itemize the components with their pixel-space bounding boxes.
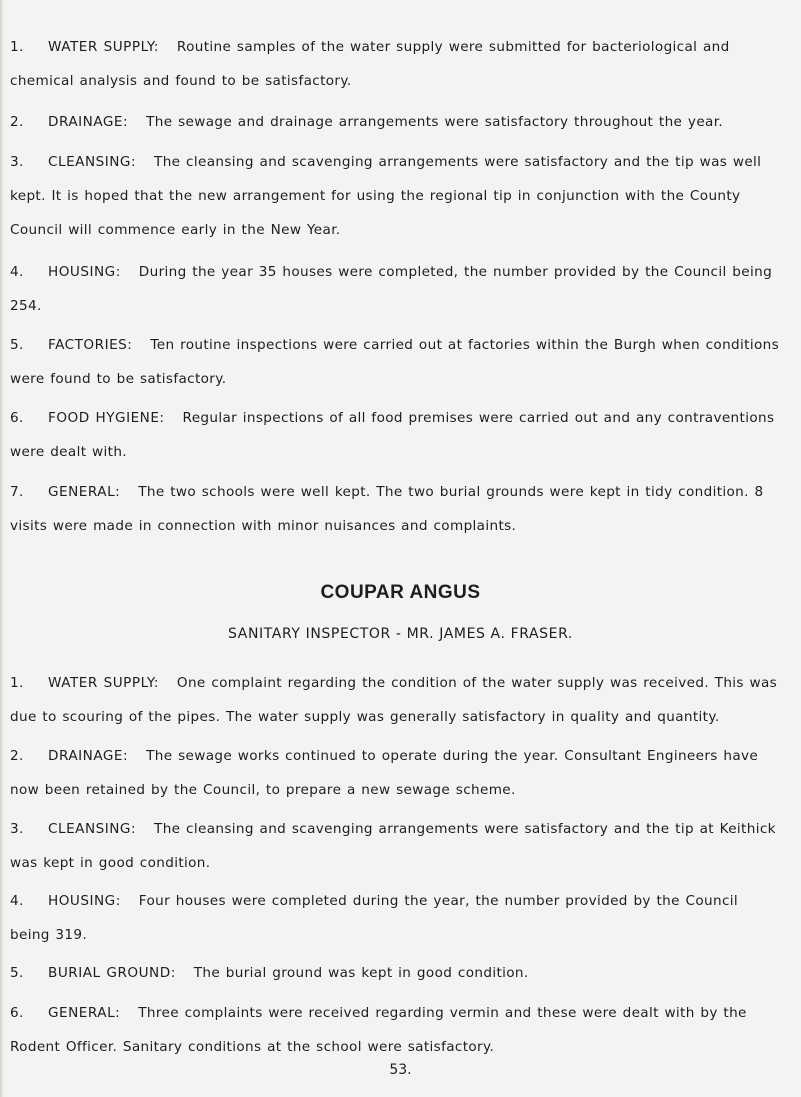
item-heading: FOOD HYGIENE: <box>48 410 165 426</box>
item-text: Ten routine inspections were carried out at factories within the Burgh when conditions were found to be satisfactory. <box>10 337 780 387</box>
s2-item-cleansing <box>10 812 780 880</box>
item-number: 1. <box>10 675 24 691</box>
item-number: 6. <box>10 1005 24 1021</box>
s2-item-general <box>10 996 780 1064</box>
item-number: 2. <box>10 748 24 764</box>
page-edge-shadow <box>0 0 4 1097</box>
item-heading: CLEANSING: <box>48 154 137 170</box>
item-number: 3. <box>10 821 24 837</box>
item-text: Routine samples of the water supply were submitted for bacteriological and chemical analysis and found to be satisfactory. <box>10 39 730 89</box>
item-heading: HOUSING: <box>48 264 121 280</box>
item-heading: GENERAL: <box>48 1005 121 1021</box>
item-number: 4. <box>10 893 24 909</box>
item-heading: FACTORIES: <box>48 337 133 353</box>
s2-item-burial-ground <box>10 956 780 990</box>
s1-item-food-hygiene <box>10 401 780 469</box>
s1-item-factories <box>10 328 780 396</box>
item-number: 3. <box>10 154 24 170</box>
item-text: The sewage works continued to operate during the year. Consultant Engineers have now been retained by the Council, to prepare a new sewage scheme. <box>10 748 759 798</box>
item-text: Three complaints were received regarding vermin and these were dealt with by the Rodent Officer. Sanitary conditions at the school were satisfactory. <box>10 1005 747 1055</box>
item-heading: WATER SUPPLY: <box>48 39 159 55</box>
item-text: Four houses were completed during the year, the number provided by the Council being 319. <box>10 893 739 943</box>
s1-item-general <box>10 475 780 543</box>
item-text: The sewage and drainage arrangements were satisfactory throughout the year. <box>146 114 724 130</box>
item-number: 5. <box>10 337 24 353</box>
s1-item-drainage <box>10 105 780 139</box>
item-heading: GENERAL: <box>48 484 121 500</box>
item-text: Regular inspections of all food premises were carried out and any contraventions were dealt with. <box>10 410 775 460</box>
item-text: One complaint regarding the condition of the water supply was received. This was due to scouring of the pipes. The water supply was generally satisfactory in quality and quantity. <box>10 675 778 725</box>
item-text: The burial ground was kept in good condition. <box>193 965 529 981</box>
item-text: The two schools were well kept. The two burial grounds were kept in tidy condition. 8 visits were made in connection with minor nuisances and complaints. <box>10 484 764 534</box>
item-heading: HOUSING: <box>48 893 121 909</box>
item-text: The cleansing and scavenging arrangements were satisfactory and the tip was well kept. It is hoped that the new arrangement for using the regional tip in conjunction with the County Council will commence early in the New Year. <box>10 154 762 238</box>
s2-item-housing <box>10 884 780 952</box>
s1-item-housing <box>10 255 780 323</box>
s1-item-cleansing <box>10 145 780 247</box>
s1-item-water-supply <box>10 30 780 98</box>
item-heading: CLEANSING: <box>48 821 137 837</box>
item-heading: BURIAL GROUND: <box>48 965 176 981</box>
page-number: 53. <box>389 1062 412 1078</box>
item-number: 2. <box>10 114 24 130</box>
item-number: 5. <box>10 965 24 981</box>
item-heading: DRAINAGE: <box>48 748 129 764</box>
item-number: 6. <box>10 410 24 426</box>
item-text: During the year 35 houses were completed, the number provided by the Council being 254. <box>10 264 773 314</box>
item-heading: WATER SUPPLY: <box>48 675 159 691</box>
item-number: 7. <box>10 484 24 500</box>
section-subtitle: SANITARY INSPECTOR - MR. JAMES A. FRASER. <box>228 626 573 642</box>
item-heading: DRAINAGE: <box>48 114 129 130</box>
s2-item-water-supply <box>10 666 780 734</box>
item-number: 4. <box>10 264 24 280</box>
s2-item-drainage <box>10 739 780 807</box>
item-number: 1. <box>10 39 24 55</box>
item-text: The cleansing and scavenging arrangements were satisfactory and the tip at Keithick was kept in good condition. <box>10 821 776 871</box>
section-title: COUPAR ANGUS <box>320 582 481 603</box>
